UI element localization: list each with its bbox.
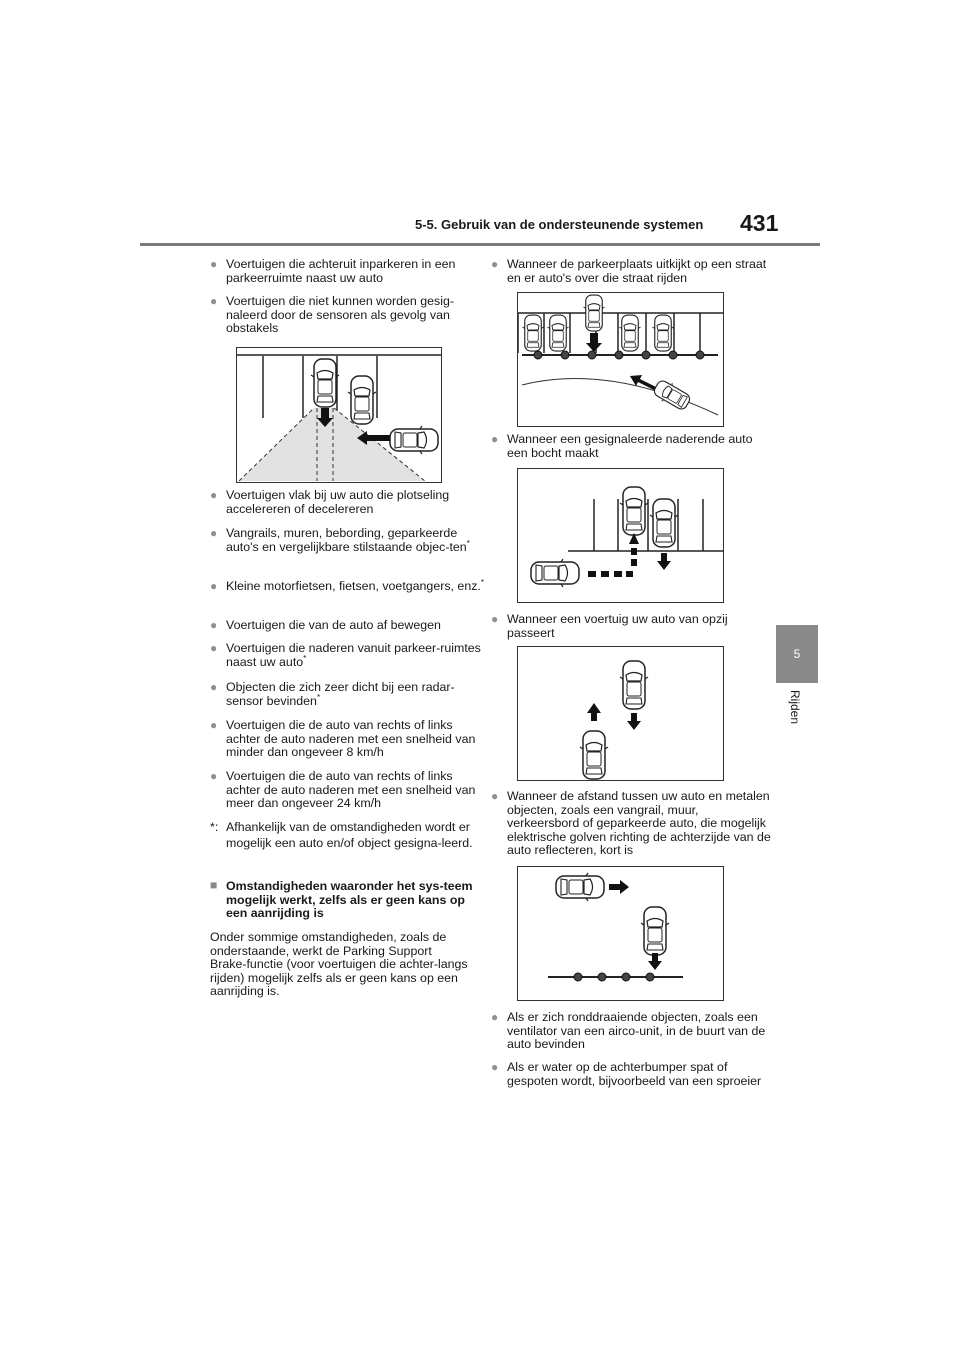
list-item: ● Als er water op de achterbumper spat of gespoten wordt, bijvoorbeeld van een sproeier [491, 1061, 772, 1088]
chapter-tab[interactable]: 5 [776, 625, 818, 683]
page-number: 431 [740, 210, 779, 236]
footnote [210, 819, 486, 851]
item-text: Voertuigen die de auto van rechts of links achter de auto naderen met een snelheid van minder dan ongeveer 8 km/h [226, 718, 476, 760]
list-item [210, 681, 486, 708]
header-divider [140, 243, 820, 246]
illustration-obstacle-sensors [236, 347, 442, 483]
list-item [210, 489, 486, 516]
item-text: Kleine motorfietsen, fietsen, voetgangers, enz. [226, 579, 481, 593]
list-item: ● Wanneer de afstand tussen uw auto en metalen objecten, zoals een vangrail, muur, verkeersbord of geparkeerde auto, die mogelijk elektrische golven richting de achterzijde van de auto reflecteren, kort is [491, 790, 772, 858]
illustration-metal-objects [517, 866, 724, 1001]
footnote-star: * [303, 653, 307, 663]
item-text: Voertuigen die de auto van rechts of links achter de auto naderen met een snelheid van meer dan ongeveer 24 km/h [226, 769, 476, 811]
item-text: Vangrails, muren, bebording, geparkeerde auto's en vergelijkbare stilstaande objec-ten [226, 526, 467, 554]
item-text: Voertuigen die van de auto af bewegen [226, 618, 441, 632]
list-item: ● Voertuigen die niet kunnen worden gesig-naleerd door de sensoren als gevolg van obstakels [210, 295, 486, 336]
footnote-star: * [466, 538, 470, 548]
list-item: ● Wanneer een gesignaleerde naderende auto een bocht maakt [491, 433, 772, 460]
footnote-star: * [316, 692, 321, 702]
illustration-passing-vehicle [517, 646, 724, 781]
list-item [210, 642, 486, 669]
list-item: ● Wanneer een voertuig uw auto van opzij passeert [491, 613, 772, 640]
list-item [210, 619, 486, 633]
footnote-star: * [480, 577, 484, 587]
list-item [210, 577, 486, 594]
item-text: Voertuigen vlak bij uw auto die plotseling accelereren of decelereren [226, 488, 450, 516]
list-item: ● Wanneer de parkeerplaats uitkijkt op een straat en er auto's over die straat rijden [491, 258, 772, 285]
illustration-turning-car [517, 468, 724, 603]
item-text: Voertuigen die naderen vanuit parkeer-ruimtes naast uw auto [226, 641, 481, 669]
list-item [210, 527, 486, 554]
body-paragraph: Onder sommige omstandigheden, zoals de onderstaande, werkt de Parking Support Brake-functie (voor voertuigen die achter-langs rijden) mogelijk zelfs als er geen kans op een aanrijding is. [210, 930, 468, 999]
section-title: 5-5. Gebruik van de ondersteunende systemen [415, 217, 704, 232]
list-item: ● Als er zich ronddraaiende objecten, zoals een ventilator van een airco-unit, in de buurt van de auto bevinden [491, 1011, 772, 1052]
chapter-label: Rijden [788, 690, 802, 725]
list-item [210, 719, 486, 760]
illustration-street-traffic [517, 292, 724, 427]
subheading: ■ Omstandigheden waaronder het sys-teem mogelijk werkt, zelfs als er geen kans op een aanrijding is [210, 880, 486, 921]
footnote-text: Afhankelijk van de omstandigheden wordt er mogelijk een auto en/of object gesigna-leerd. [226, 820, 473, 850]
footnote-mark: *: [210, 820, 219, 834]
list-item: ● Voertuigen die achteruit inparkeren in een parkeerruimte naast uw auto [210, 258, 486, 285]
item-text: Objecten die zich zeer dicht bij een radar-sensor bevinden [226, 680, 455, 708]
list-item [210, 770, 486, 811]
